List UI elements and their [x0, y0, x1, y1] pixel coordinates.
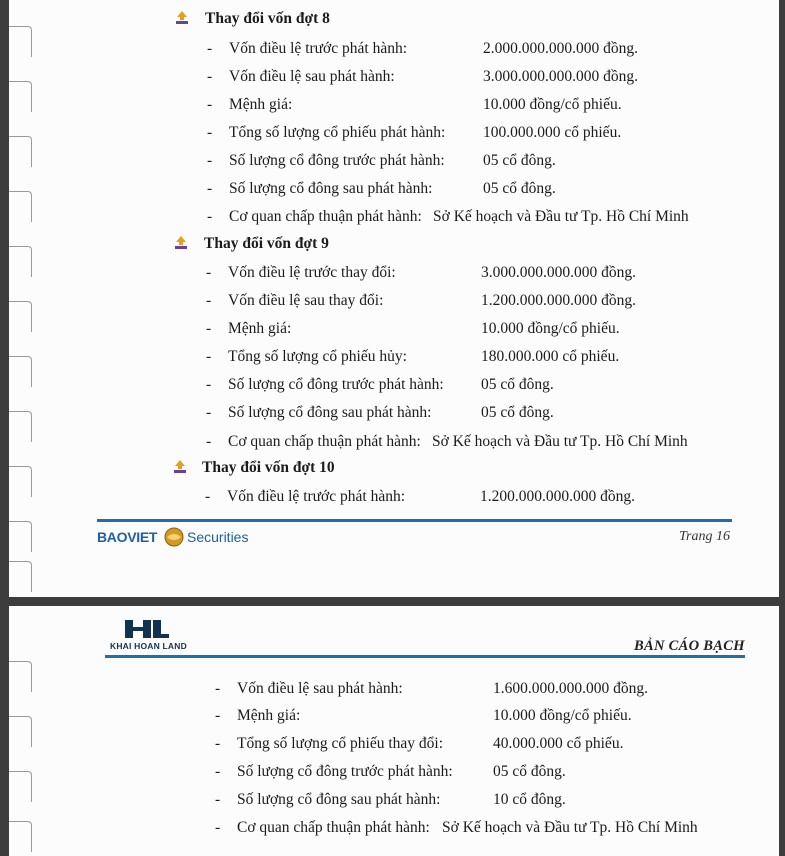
item-label: Số lượng cổ đông trước phát hành:: [229, 152, 445, 169]
item-value: 10.000 đồng/cổ phiếu.: [483, 96, 622, 113]
item-value: 180.000.000 cổ phiếu.: [481, 348, 620, 365]
item-value: 05 cổ đông.: [483, 180, 556, 197]
section-heading: Thay đổi vốn đợt 9: [204, 235, 329, 252]
binder-hole-mark: [9, 771, 32, 802]
section-heading: Thay đổi vốn đợt 8: [205, 10, 330, 27]
header-rule: [105, 655, 745, 658]
dash-bullet: -: [207, 40, 213, 57]
dash-bullet: -: [215, 763, 221, 780]
item-label: Vốn điều lệ sau phát hành:: [229, 68, 395, 85]
item-value: 1.600.000.000.000 đồng.: [493, 680, 648, 697]
item-label: Tổng số lượng cổ phiếu hủy:: [228, 348, 407, 365]
item-value: 3.000.000.000.000 đồng.: [481, 264, 636, 281]
item-value: 2.000.000.000.000 đồng.: [483, 40, 638, 57]
item-label: Tổng số lượng cổ phiếu phát hành:: [229, 124, 446, 141]
document-title: BẢN CÁO BẠCH: [634, 638, 745, 654]
item-label: Vốn điều lệ trước thay đổi:: [228, 264, 396, 281]
dash-bullet: -: [206, 348, 212, 365]
item-label: Tổng số lượng cổ phiếu thay đổi:: [237, 735, 444, 752]
item-value: 10 cổ đông.: [493, 791, 566, 808]
arrow-bullet-icon: [174, 236, 188, 250]
item-value: 40.000.000 cổ phiếu.: [493, 735, 624, 752]
item-label: Số lượng cổ đông sau phát hành:: [229, 180, 433, 197]
dash-bullet: -: [207, 180, 213, 197]
binder-hole-mark: [9, 191, 32, 222]
binder-hole-mark: [9, 521, 32, 552]
item-value: 1.200.000.000.000 đồng.: [481, 292, 636, 309]
baoviet-globe-icon: [164, 527, 184, 547]
item-label: Mệnh giá:: [228, 320, 292, 337]
item-label: Cơ quan chấp thuận phát hành:: [237, 819, 430, 836]
dash-bullet: -: [206, 376, 212, 393]
binder-hole-mark: [9, 561, 32, 592]
page-number: Trang 16: [679, 529, 730, 544]
binder-hole-mark: [9, 411, 32, 442]
document-page-16: [9, 0, 779, 597]
item-label: Vốn điều lệ trước phát hành:: [227, 488, 406, 505]
dash-bullet: -: [207, 124, 213, 141]
dash-bullet: -: [206, 433, 212, 450]
binder-hole-mark: [9, 301, 32, 332]
section-heading: Thay đổi vốn đợt 10: [202, 459, 335, 476]
item-label: Số lượng cổ đông trước phát hành:: [237, 763, 453, 780]
dash-bullet: -: [207, 96, 213, 113]
arrow-bullet-icon: [173, 460, 187, 474]
item-value: 1.200.000.000.000 đồng.: [480, 488, 635, 505]
securities-logo-text: Securities: [187, 529, 249, 545]
binder-hole-mark: [9, 136, 32, 167]
binder-hole-mark: [9, 661, 32, 692]
item-label: Số lượng cổ đông sau phát hành:: [237, 791, 441, 808]
dash-bullet: -: [206, 264, 212, 281]
dash-bullet: -: [215, 707, 221, 724]
binder-hole-mark: [9, 821, 32, 852]
binder-hole-mark: [9, 716, 32, 747]
dash-bullet: -: [207, 152, 213, 169]
binder-hole-mark: [9, 26, 32, 57]
item-value: 100.000.000 cổ phiếu.: [483, 124, 622, 141]
dash-bullet: -: [206, 292, 212, 309]
dash-bullet: -: [215, 735, 221, 752]
item-value: 05 cổ đông.: [493, 763, 566, 780]
dash-bullet: -: [205, 488, 211, 505]
item-label: Vốn điều lệ sau thay đổi:: [228, 292, 384, 309]
item-value: Sở Kế hoạch và Đầu tư Tp. Hồ Chí Minh: [432, 433, 688, 450]
binder-hole-mark: [9, 356, 32, 387]
khai-hoan-land-logo-icon: [117, 618, 177, 640]
footer-rule: [97, 519, 732, 522]
item-label: Cơ quan chấp thuận phát hành:: [229, 208, 422, 225]
binder-hole-mark: [9, 246, 32, 277]
dash-bullet: -: [206, 404, 212, 421]
arrow-bullet-icon: [175, 11, 189, 25]
item-label: Mệnh giá:: [229, 96, 293, 113]
item-value: 05 cổ đông.: [483, 152, 556, 169]
dash-bullet: -: [215, 819, 221, 836]
item-value: 10.000 đồng/cổ phiếu.: [481, 320, 620, 337]
khai-hoan-land-logo-text: KHAI HOAN LAND: [110, 641, 187, 651]
dash-bullet: -: [215, 680, 221, 697]
item-label: Vốn điều lệ trước phát hành:: [229, 40, 408, 57]
item-label: Số lượng cổ đông trước phát hành:: [228, 376, 444, 393]
item-label: Mệnh giá:: [237, 707, 301, 724]
item-label: Số lượng cổ đông sau phát hành:: [228, 404, 432, 421]
item-label: Vốn điều lệ sau phát hành:: [237, 680, 403, 697]
dash-bullet: -: [206, 320, 212, 337]
item-value: 05 cổ đông.: [481, 376, 554, 393]
item-value: 05 cổ đông.: [481, 404, 554, 421]
dash-bullet: -: [207, 208, 213, 225]
dash-bullet: -: [207, 68, 213, 85]
document-page-17: [9, 606, 779, 856]
binder-hole-mark: [9, 81, 32, 112]
baoviet-logo-text: BAOVIET: [97, 529, 158, 545]
item-label: Cơ quan chấp thuận phát hành:: [228, 433, 421, 450]
item-value: 10.000 đồng/cổ phiếu.: [493, 707, 632, 724]
dash-bullet: -: [215, 791, 221, 808]
item-value: Sở Kế hoạch và Đầu tư Tp. Hồ Chí Minh: [433, 208, 689, 225]
item-value: 3.000.000.000.000 đồng.: [483, 68, 638, 85]
item-value: Sở Kế hoạch và Đầu tư Tp. Hồ Chí Minh: [442, 819, 698, 836]
binder-hole-mark: [9, 466, 32, 497]
